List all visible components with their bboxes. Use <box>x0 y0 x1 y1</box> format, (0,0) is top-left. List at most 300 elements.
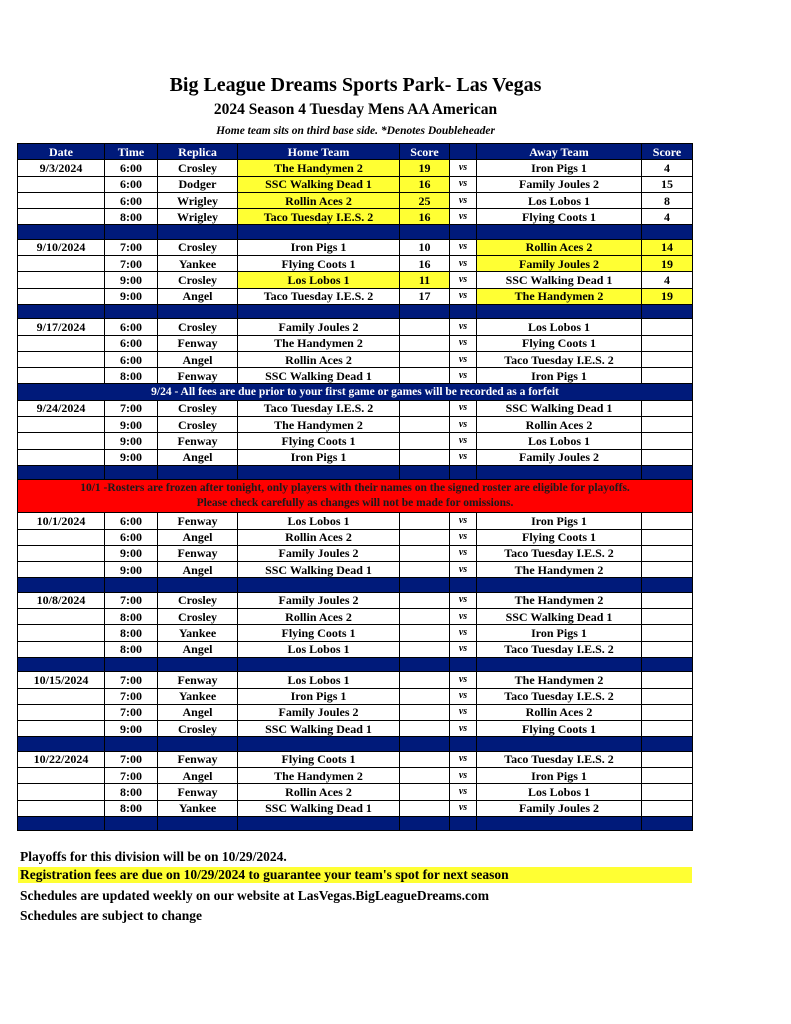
week-separator <box>18 225 693 239</box>
game-field: Fenway <box>158 751 238 767</box>
separator-cell <box>450 737 477 751</box>
table-row <box>18 800 693 816</box>
home-score <box>400 351 450 367</box>
home-team: The Handymen 2 <box>238 335 400 351</box>
col-header-home-score: Score <box>400 144 450 160</box>
game-field: Fenway <box>158 433 238 449</box>
home-team: Rollin Aces 2 <box>238 609 400 625</box>
separator-cell <box>18 578 105 592</box>
game-date: 10/22/2024 <box>18 751 105 767</box>
separator-cell <box>400 657 450 671</box>
registration-note: Registration fees are due on 10/29/2024 to guarantee your team's spot for next season <box>18 867 692 883</box>
table-row <box>18 160 693 176</box>
game-time: 6:00 <box>105 351 158 367</box>
vs-label: vs <box>450 529 477 545</box>
vs-label: vs <box>450 609 477 625</box>
away-score: 19 <box>642 288 693 304</box>
home-team: Taco Tuesday I.E.S. 2 <box>238 209 400 225</box>
vs-label: vs <box>450 784 477 800</box>
game-time: 7:00 <box>105 592 158 608</box>
table-row <box>18 751 693 767</box>
vs-label: vs <box>450 751 477 767</box>
game-date <box>18 351 105 367</box>
table-row <box>18 192 693 208</box>
away-team: Taco Tuesday I.E.S. 2 <box>477 751 642 767</box>
game-time: 6:00 <box>105 335 158 351</box>
table-row <box>18 239 693 255</box>
separator-cell <box>105 737 158 751</box>
game-time: 7:00 <box>105 239 158 255</box>
table-row <box>18 784 693 800</box>
game-field: Crosley <box>158 417 238 433</box>
home-team: Los Lobos 1 <box>238 641 400 657</box>
col-header-time: Time <box>105 144 158 160</box>
away-score <box>642 562 693 578</box>
game-time: 7:00 <box>105 400 158 416</box>
away-score: 4 <box>642 209 693 225</box>
table-row <box>18 351 693 367</box>
game-field: Crosley <box>158 592 238 608</box>
home-team: SSC Walking Dead 1 <box>238 562 400 578</box>
away-team: Rollin Aces 2 <box>477 417 642 433</box>
home-score <box>400 368 450 384</box>
week-separator <box>18 465 693 479</box>
game-date <box>18 256 105 272</box>
away-team: Taco Tuesday I.E.S. 2 <box>477 351 642 367</box>
vs-label: vs <box>450 688 477 704</box>
table-row <box>18 288 693 304</box>
game-time: 8:00 <box>105 784 158 800</box>
separator-cell <box>105 304 158 318</box>
away-score: 8 <box>642 192 693 208</box>
game-date <box>18 545 105 561</box>
home-score <box>400 625 450 641</box>
away-team: Iron Pigs 1 <box>477 160 642 176</box>
game-field: Angel <box>158 529 238 545</box>
vs-label: vs <box>450 721 477 737</box>
home-team: Los Lobos 1 <box>238 513 400 529</box>
home-score: 16 <box>400 256 450 272</box>
game-time: 7:00 <box>105 751 158 767</box>
separator-cell <box>238 465 400 479</box>
game-field: Angel <box>158 767 238 783</box>
home-team: Family Joules 2 <box>238 545 400 561</box>
game-date: 10/15/2024 <box>18 672 105 688</box>
away-score <box>642 513 693 529</box>
vs-label: vs <box>450 160 477 176</box>
separator-cell <box>642 737 693 751</box>
game-time: 6:00 <box>105 176 158 192</box>
table-row <box>18 767 693 783</box>
home-score <box>400 784 450 800</box>
game-date <box>18 688 105 704</box>
home-team: Rollin Aces 2 <box>238 351 400 367</box>
game-time: 7:00 <box>105 688 158 704</box>
game-field: Angel <box>158 351 238 367</box>
vs-label: vs <box>450 400 477 416</box>
table-row <box>18 609 693 625</box>
home-score: 10 <box>400 239 450 255</box>
vs-label: vs <box>450 767 477 783</box>
col-header-replica: Replica <box>158 144 238 160</box>
home-score <box>400 641 450 657</box>
away-score <box>642 335 693 351</box>
separator-cell <box>642 465 693 479</box>
home-score <box>400 545 450 561</box>
away-score <box>642 449 693 465</box>
home-score <box>400 721 450 737</box>
separator-cell <box>477 737 642 751</box>
home-score <box>400 751 450 767</box>
game-time: 6:00 <box>105 192 158 208</box>
game-field: Yankee <box>158 256 238 272</box>
game-field: Angel <box>158 704 238 720</box>
game-field: Fenway <box>158 335 238 351</box>
separator-cell <box>477 304 642 318</box>
home-score: 17 <box>400 288 450 304</box>
home-team: SSC Walking Dead 1 <box>238 800 400 816</box>
schedule-body <box>18 160 693 831</box>
home-score <box>400 767 450 783</box>
away-team: Flying Coots 1 <box>477 209 642 225</box>
schedule-note: Home team sits on third base side. *Denotes Doubleheader <box>216 125 495 137</box>
separator-cell <box>158 225 238 239</box>
table-row <box>18 433 693 449</box>
separator-cell <box>450 816 477 830</box>
home-team: Family Joules 2 <box>238 704 400 720</box>
game-date: 9/10/2024 <box>18 239 105 255</box>
week-separator <box>18 304 693 318</box>
home-score <box>400 319 450 335</box>
roster-alert-line: 10/1 -Rosters are frozen after tonight, only players with their names on the signed roster are eligible for playoffs. <box>80 482 630 495</box>
home-team: Family Joules 2 <box>238 319 400 335</box>
home-team: SSC Walking Dead 1 <box>238 176 400 192</box>
separator-cell <box>238 737 400 751</box>
away-team: The Handymen 2 <box>477 288 642 304</box>
home-team: Taco Tuesday I.E.S. 2 <box>238 288 400 304</box>
away-score: 4 <box>642 160 693 176</box>
separator-cell <box>105 657 158 671</box>
away-team: Family Joules 2 <box>477 800 642 816</box>
game-date <box>18 721 105 737</box>
away-score <box>642 417 693 433</box>
away-team: Los Lobos 1 <box>477 433 642 449</box>
game-field: Yankee <box>158 625 238 641</box>
vs-label: vs <box>450 545 477 561</box>
table-row <box>18 368 693 384</box>
separator-cell <box>450 578 477 592</box>
home-team: SSC Walking Dead 1 <box>238 368 400 384</box>
home-score <box>400 417 450 433</box>
away-score <box>642 433 693 449</box>
vs-label: vs <box>450 417 477 433</box>
away-score <box>642 784 693 800</box>
game-field: Angel <box>158 562 238 578</box>
table-row <box>18 319 693 335</box>
separator-cell <box>477 657 642 671</box>
game-field: Wrigley <box>158 192 238 208</box>
away-team: Flying Coots 1 <box>477 335 642 351</box>
home-team: SSC Walking Dead 1 <box>238 721 400 737</box>
separator-cell <box>642 304 693 318</box>
home-score <box>400 672 450 688</box>
game-field: Fenway <box>158 784 238 800</box>
vs-label: vs <box>450 562 477 578</box>
game-field: Crosley <box>158 721 238 737</box>
away-team: Taco Tuesday I.E.S. 2 <box>477 641 642 657</box>
vs-label: vs <box>450 272 477 288</box>
game-date <box>18 209 105 225</box>
away-score <box>642 721 693 737</box>
home-team: The Handymen 2 <box>238 417 400 433</box>
home-team: Los Lobos 1 <box>238 672 400 688</box>
separator-cell <box>18 657 105 671</box>
home-team: The Handymen 2 <box>238 160 400 176</box>
game-field: Angel <box>158 641 238 657</box>
home-score <box>400 609 450 625</box>
home-score <box>400 335 450 351</box>
away-score: 19 <box>642 256 693 272</box>
separator-cell <box>18 816 105 830</box>
game-date <box>18 767 105 783</box>
game-field: Fenway <box>158 672 238 688</box>
home-score: 16 <box>400 209 450 225</box>
game-date: 10/8/2024 <box>18 592 105 608</box>
separator-cell <box>400 465 450 479</box>
vs-label: vs <box>450 351 477 367</box>
vs-label: vs <box>450 800 477 816</box>
away-score <box>642 625 693 641</box>
vs-label: vs <box>450 335 477 351</box>
col-header-date: Date <box>18 144 105 160</box>
game-field: Crosley <box>158 400 238 416</box>
separator-cell <box>450 657 477 671</box>
week-separator <box>18 657 693 671</box>
table-row <box>18 688 693 704</box>
game-field: Fenway <box>158 545 238 561</box>
away-score <box>642 351 693 367</box>
schedule-table <box>17 143 693 831</box>
table-row <box>18 417 693 433</box>
game-time: 6:00 <box>105 319 158 335</box>
game-date <box>18 641 105 657</box>
table-row <box>18 272 693 288</box>
game-date: 9/24/2024 <box>18 400 105 416</box>
away-team: The Handymen 2 <box>477 592 642 608</box>
away-team: The Handymen 2 <box>477 562 642 578</box>
game-time: 9:00 <box>105 272 158 288</box>
home-score <box>400 449 450 465</box>
roster-alert-line: Please check carefully as changes will not be made for omissions. <box>196 497 514 510</box>
table-row <box>18 704 693 720</box>
home-team: The Handymen 2 <box>238 767 400 783</box>
home-score <box>400 704 450 720</box>
game-field: Angel <box>158 449 238 465</box>
week-separator <box>18 816 693 830</box>
table-row <box>18 545 693 561</box>
table-row <box>18 672 693 688</box>
col-header-vs <box>450 144 477 160</box>
separator-cell <box>400 304 450 318</box>
game-field: Yankee <box>158 800 238 816</box>
away-score <box>642 641 693 657</box>
page-subtitle: 2024 Season 4 Tuesday Mens AA American <box>213 101 498 118</box>
home-score: 19 <box>400 160 450 176</box>
separator-cell <box>158 465 238 479</box>
game-time: 9:00 <box>105 449 158 465</box>
home-score: 11 <box>400 272 450 288</box>
away-team: Iron Pigs 1 <box>477 767 642 783</box>
vs-label: vs <box>450 319 477 335</box>
away-team: Los Lobos 1 <box>477 192 642 208</box>
game-time: 9:00 <box>105 545 158 561</box>
home-team: Rollin Aces 2 <box>238 529 400 545</box>
game-field: Yankee <box>158 688 238 704</box>
vs-label: vs <box>450 672 477 688</box>
away-team: Family Joules 2 <box>477 176 642 192</box>
home-team: Los Lobos 1 <box>238 272 400 288</box>
away-score <box>642 767 693 783</box>
table-row <box>18 400 693 416</box>
away-score <box>642 545 693 561</box>
game-date <box>18 562 105 578</box>
away-score <box>642 368 693 384</box>
away-score: 4 <box>642 272 693 288</box>
separator-cell <box>642 816 693 830</box>
vs-label: vs <box>450 256 477 272</box>
game-date <box>18 288 105 304</box>
separator-cell <box>477 465 642 479</box>
away-team: Flying Coots 1 <box>477 529 642 545</box>
home-score <box>400 513 450 529</box>
separator-cell <box>642 225 693 239</box>
col-header-away-team: Away Team <box>477 144 642 160</box>
game-field: Fenway <box>158 513 238 529</box>
game-field: Crosley <box>158 319 238 335</box>
fees-notice-row <box>18 384 693 400</box>
separator-cell <box>105 816 158 830</box>
separator-cell <box>158 304 238 318</box>
game-field: Angel <box>158 288 238 304</box>
away-score <box>642 688 693 704</box>
vs-label: vs <box>450 368 477 384</box>
table-row <box>18 176 693 192</box>
game-date <box>18 529 105 545</box>
page-title: Big League Dreams Sports Park- Las Vegas <box>169 74 542 96</box>
table-row <box>18 625 693 641</box>
separator-cell <box>400 225 450 239</box>
vs-label: vs <box>450 449 477 465</box>
roster-alert <box>18 480 693 513</box>
game-date: 9/17/2024 <box>18 319 105 335</box>
change-note: Schedules are subject to change <box>20 908 202 923</box>
vs-label: vs <box>450 704 477 720</box>
game-date <box>18 368 105 384</box>
game-date: 10/1/2024 <box>18 513 105 529</box>
game-field: Dodger <box>158 176 238 192</box>
separator-cell <box>158 578 238 592</box>
separator-cell <box>450 465 477 479</box>
game-time: 6:00 <box>105 513 158 529</box>
week-separator <box>18 737 693 751</box>
game-time: 8:00 <box>105 800 158 816</box>
game-field: Crosley <box>158 160 238 176</box>
game-date: 9/3/2024 <box>18 160 105 176</box>
game-time: 8:00 <box>105 209 158 225</box>
home-score <box>400 400 450 416</box>
away-score <box>642 529 693 545</box>
vs-label: vs <box>450 641 477 657</box>
separator-cell <box>18 225 105 239</box>
away-team: Taco Tuesday I.E.S. 2 <box>477 545 642 561</box>
fees-notice: 9/24 - All fees are due prior to your first game or games will be recorded as a forfeit <box>18 384 693 400</box>
home-team: Rollin Aces 2 <box>238 784 400 800</box>
away-score <box>642 319 693 335</box>
table-row <box>18 449 693 465</box>
separator-cell <box>238 657 400 671</box>
separator-cell <box>18 304 105 318</box>
game-time: 8:00 <box>105 625 158 641</box>
away-score <box>642 800 693 816</box>
home-team: Flying Coots 1 <box>238 625 400 641</box>
table-row <box>18 529 693 545</box>
separator-cell <box>400 578 450 592</box>
home-score <box>400 688 450 704</box>
vs-label: vs <box>450 592 477 608</box>
game-date <box>18 784 105 800</box>
away-score: 14 <box>642 239 693 255</box>
separator-cell <box>158 816 238 830</box>
game-date <box>18 449 105 465</box>
separator-cell <box>400 737 450 751</box>
game-time: 8:00 <box>105 641 158 657</box>
away-team: Iron Pigs 1 <box>477 368 642 384</box>
table-row <box>18 592 693 608</box>
away-team: Family Joules 2 <box>477 256 642 272</box>
game-time: 9:00 <box>105 288 158 304</box>
game-date <box>18 417 105 433</box>
game-date <box>18 800 105 816</box>
away-team: SSC Walking Dead 1 <box>477 400 642 416</box>
away-team: SSC Walking Dead 1 <box>477 272 642 288</box>
home-team: Iron Pigs 1 <box>238 239 400 255</box>
separator-cell <box>238 816 400 830</box>
game-date <box>18 192 105 208</box>
game-field: Wrigley <box>158 209 238 225</box>
separator-cell <box>158 737 238 751</box>
table-row <box>18 335 693 351</box>
away-score <box>642 704 693 720</box>
away-team: Iron Pigs 1 <box>477 513 642 529</box>
away-score <box>642 751 693 767</box>
separator-cell <box>642 578 693 592</box>
table-row <box>18 641 693 657</box>
table-row <box>18 209 693 225</box>
home-score <box>400 529 450 545</box>
away-team: Taco Tuesday I.E.S. 2 <box>477 688 642 704</box>
separator-cell <box>105 225 158 239</box>
home-score: 16 <box>400 176 450 192</box>
away-score <box>642 400 693 416</box>
separator-cell <box>400 816 450 830</box>
away-team: Rollin Aces 2 <box>477 239 642 255</box>
col-header-away-score: Score <box>642 144 693 160</box>
home-score: 25 <box>400 192 450 208</box>
separator-cell <box>477 578 642 592</box>
roster-alert-row <box>18 480 693 513</box>
separator-cell <box>238 578 400 592</box>
game-field: Crosley <box>158 272 238 288</box>
